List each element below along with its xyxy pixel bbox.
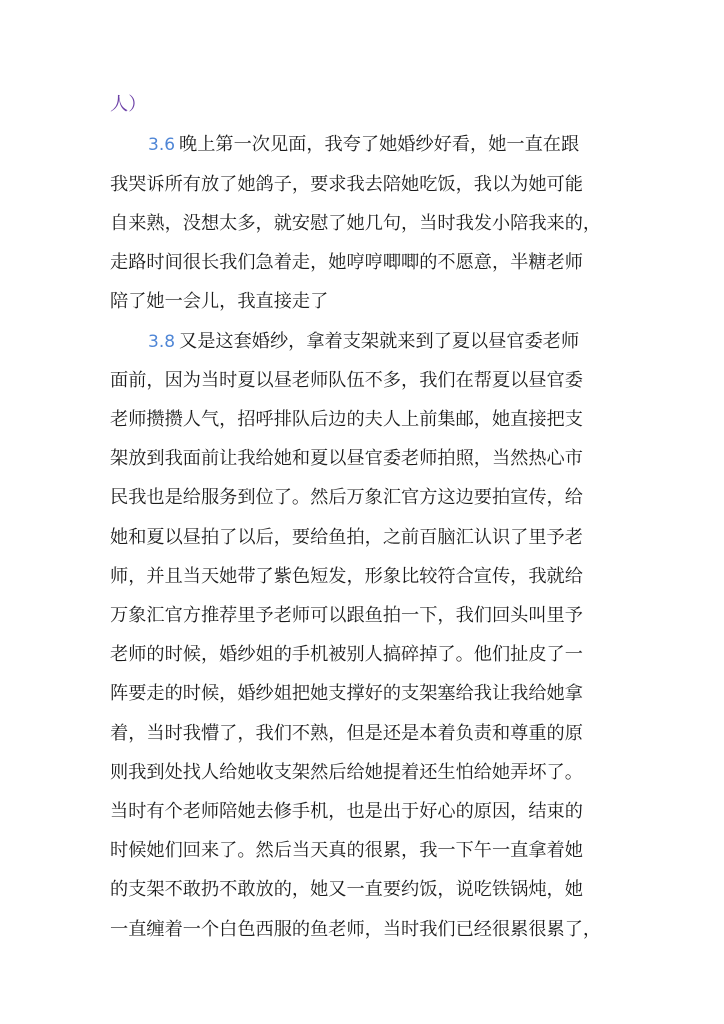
entry-text: 晚上第一次见面，我夸了她婚纱好看，她一直在跟: [179, 134, 580, 155]
paragraph-line: 一直缠着一个白色西服的鱼老师，当时我们已经很累很累了，: [110, 919, 602, 940]
paragraph-line: 老师的时候，婚纱姐的手机被别人搞碎掉了。他们扯皮了一: [110, 644, 583, 665]
paragraph-line: 老师攒攒人气，招呼排队后边的夫人上前集邮，她直接把支: [110, 409, 583, 430]
paragraph-line: 面前，因为当时夏以昼老师队伍不多，我们在帮夏以昼官委: [110, 370, 583, 391]
paragraph-line: 我哭诉所有放了她鸽子，要求我去陪她吃饭，我以为她可能: [110, 174, 583, 195]
paragraph-line: 万象汇官方推荐里予老师可以跟鱼拍一下，我们回头叫里予: [110, 605, 583, 626]
paragraph-line: 陪了她一会儿，我直接走了: [110, 291, 329, 312]
paragraph-line: 走路时间很长我们急着走，她哼哼唧唧的不愿意，半糖老师: [110, 252, 583, 273]
paragraph-line: 当时有个老师陪她去修手机，也是出于好心的原因，结束的: [110, 801, 583, 822]
entry-date-label: 3.6: [148, 135, 176, 155]
paragraph-line: 民我也是给服务到位了。然后万象汇官方这边要拍宣传，给: [110, 487, 583, 508]
entry-first-line: [148, 330, 620, 354]
entry-text: 又是这套婚纱，拿着支架就来到了夏以昼官委老师: [179, 331, 580, 352]
entry-first-line: [148, 133, 620, 157]
paragraph-line: 她和夏以昼拍了以后，要给鱼拍，之前百脑汇认识了里予老: [110, 527, 583, 548]
paragraph-line: 则我到处找人给她收支架然后给她提着还生怕给她弄坏了。: [110, 762, 583, 783]
paragraph-line: 师，并且当天她带了紫色短发，形象比较符合宣传，我就给: [110, 566, 583, 587]
opening-fragment: 人）: [110, 94, 147, 115]
paragraph-line: 阵要走的时候，婚纱姐把她支撑好的支架塞给我让我给她拿: [110, 683, 583, 704]
entry-date-label: 3.8: [148, 332, 176, 352]
paragraph-line: 的支架不敢扔不敢放的，她又一直要约饭，说吃铁锅炖，她: [110, 879, 583, 900]
paragraph-line: 着，当时我懵了，我们不熟，但是还是本着负责和尊重的原: [110, 723, 583, 744]
paragraph-line: 时候她们回来了。然后当天真的很累，我一下午一直拿着她: [110, 840, 583, 861]
paragraph-line: 自来熟，没想太多，就安慰了她几句，当时我发小陪我来的，: [110, 213, 602, 234]
paragraph-line: 架放到我面前让我给她和夏以昼官委老师拍照，当然热心市: [110, 448, 583, 469]
